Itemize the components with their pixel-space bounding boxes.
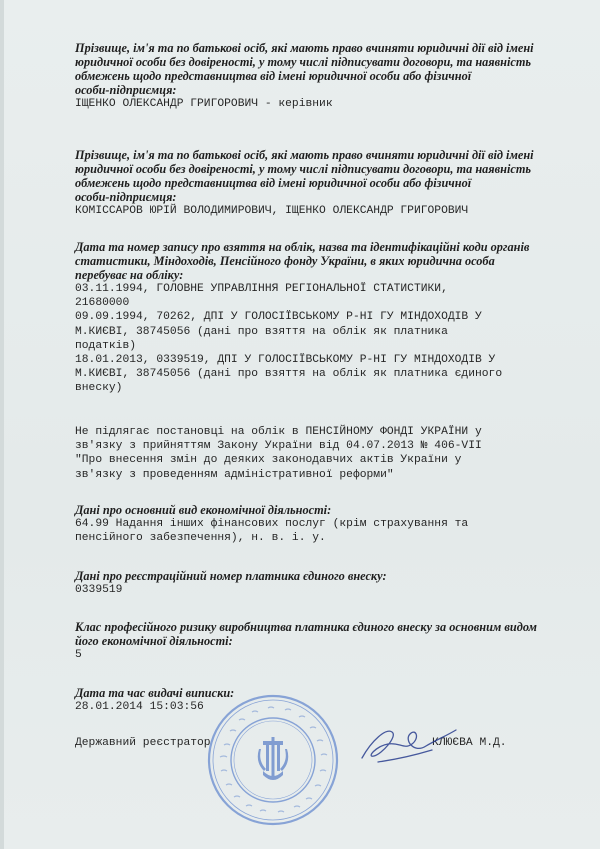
section-value: КОМІССАРОВ ЮРІЙ ВОЛОДИМИРОВИЧ, ІЩЕНКО ОЛЕКСАНДР ГРИГОРОВИЧ xyxy=(75,205,469,217)
section-risk-class xyxy=(75,620,570,662)
section-label: Дата та час видачі виписки: xyxy=(75,686,235,700)
section-label: Прізвище, ім'я та по батькові осіб, які мають право вчиняти юридичні дії від імені юридичної особи без довіреності, у тому числі підписувати договори, та наявність обмежень щодо представництва від імені юридичної особи або фізичної особи-підприємця: xyxy=(75,148,534,204)
section-contributor-number xyxy=(75,569,570,597)
form-code-mark xyxy=(528,838,596,846)
section-label: Клас професійного ризику виробництва платника єдиного внеску за основним видом його економічної діяльності: xyxy=(75,620,537,648)
official-seal-icon xyxy=(206,693,340,827)
registrar-name: КЛЮЄВА М.Д. xyxy=(432,737,507,749)
section-label: Дані про реєстраційний номер платника єдиного внеску: xyxy=(75,569,387,583)
section-label: Дані про основний вид економічної діяльності: xyxy=(75,503,332,517)
section-value: 28.01.2014 15:03:56 xyxy=(75,701,204,713)
signature-icon xyxy=(352,710,462,780)
section-label: Прізвище, ім'я та по батькові осіб, які мають право вчиняти юридичні дії від імені юридичної особи без довіреності, у тому числі підписувати договори, та наявність обмежень щодо представництва від імені юридичної особи або фізичної особи-підприємця: xyxy=(75,41,534,97)
section-value: ІЩЕНКО ОЛЕКСАНДР ГРИГОРОВИЧ - керівник xyxy=(75,98,333,110)
section-value: 5 xyxy=(75,649,82,661)
section-registration-records xyxy=(75,240,570,396)
section-authorized-persons-1 xyxy=(75,41,570,111)
section-value: 0339519 xyxy=(75,584,123,596)
section-economic-activity xyxy=(75,503,570,545)
section-value: 64.99 Надання інших фінансових послуг (крім страхування та пенсійного забезпечення), н. в. і. у. xyxy=(75,518,469,545)
registrar-label: Державний реєстратор xyxy=(75,737,211,749)
section-value: Не підлягає постановці на облік в ПЕНСІЙНОМУ ФОНДІ УКРАЇНИ у зв'язку з прийняттям Закону України від 04.07.2013 № 406-VII "Про внесення змін до деяких законодавчих актів України у зв'язку з проведенням адміністративної реформи" xyxy=(75,426,482,481)
section-label: Дата та номер запису про взяття на облік, назва та ідентифікаційні коди органів статистики, Міндоходів, Пенсійного фонду України, в яких юридична особа перебуває на обліку: xyxy=(75,240,530,282)
margin-print-mark xyxy=(528,675,596,683)
section-authorized-persons-2 xyxy=(75,148,570,218)
section-value: 03.11.1994, ГОЛОВНЕ УПРАВЛІННЯ РЕГІОНАЛЬНОЇ СТАТИСТИКИ, 21680000 09.09.1994, 70262, ДПІ У ГОЛОСІЇВСЬКОМУ Р-НІ ГУ МІНДОХОДІВ У М.КИЄВІ, 38745056 (дані про взяття на облік як платника податків) 18.01.2013, 0339519, ДПІ У ГОЛОСІЇВСЬКОМУ Р-НІ ГУ МІНДОХОДІВ У М.КИЄВІ, 38745056 (дані про взяття на облік як платника єдиного внеску) xyxy=(75,283,503,395)
page-edge xyxy=(0,0,4,849)
section-pension-fund-note xyxy=(75,425,570,482)
